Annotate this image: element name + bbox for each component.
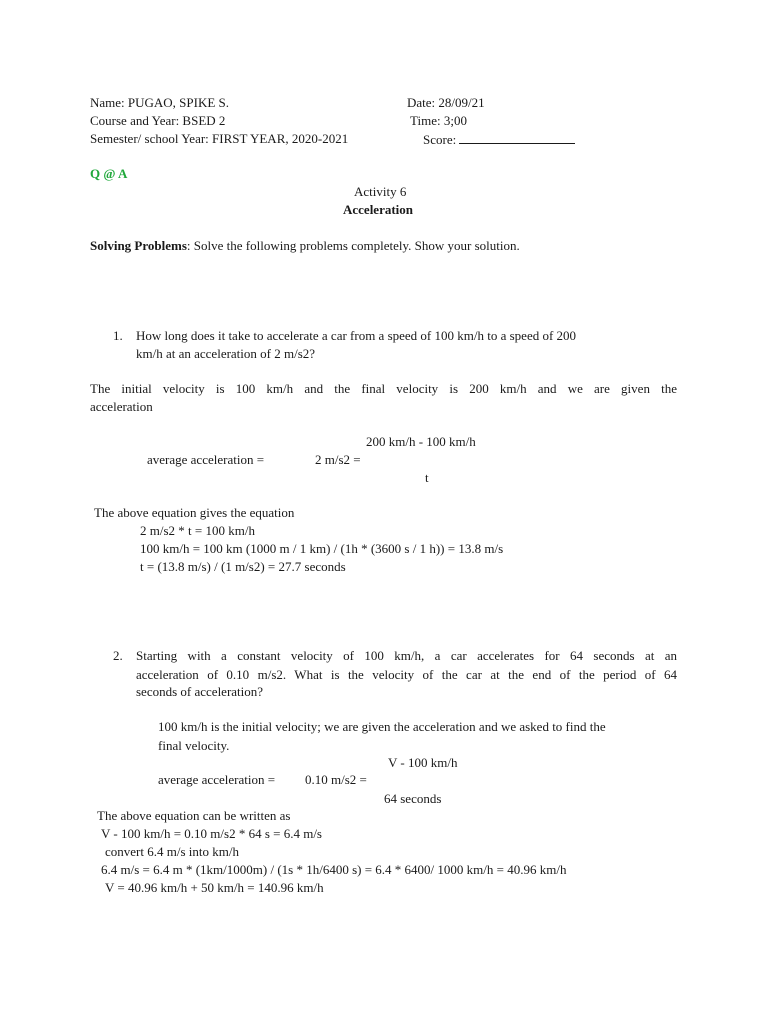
date-field: Date: 28/09/21 [407,95,485,110]
problem2-avg-value: 0.10 m/s2 = [305,772,367,787]
time-field: Time: 3;00 [410,113,467,128]
problem2-eq2: convert 6.4 m/s into km/h [105,844,239,859]
problem1-eq3: t = (13.8 m/s) / (1 m/s2) = 27.7 seconds [140,559,346,574]
problem2-question-line1: Starting with a constant velocity of 100 km/h, a car accelerates for 64 seconds at an [136,648,677,663]
problem2-answer-line1: 100 km/h is the initial velocity; we are given the acceleration and we asked to find the [158,719,606,734]
problem1-question-line1: How long does it take to accelerate a car from a speed of 100 km/h to a speed of 200 [136,328,577,343]
problem1-denominator: t [425,470,429,485]
problem1-numerator: 200 km/h - 100 km/h [366,434,476,449]
semester-year: Semester/ school Year: FIRST YEAR, 2020-2021 [90,131,349,146]
problem1-answer-line2: acceleration [90,399,153,414]
instructions-label: Solving Problems [90,238,187,253]
problem2-answer-line2: final velocity. [158,738,230,753]
problem1-eq-intro: The above equation gives the equation [94,505,295,520]
problem2-eq-intro: The above equation can be written as [97,808,291,823]
problem1-answer-line1: The initial velocity is 100 km/h and the final velocity is 200 km/h and we are given the [90,381,677,396]
problem2-question-line2: acceleration of 0.10 m/s2. What is the velocity of the car at the end of the period of 64 [136,667,677,682]
instructions [90,238,520,254]
score-field [423,131,575,148]
problem1-eq2: 100 km/h = 100 km (1000 m / 1 km) / (1h * (3600 s / 1 h)) = 13.8 m/s [140,541,504,556]
topic-title: Acceleration [343,202,414,217]
activity-title: Activity 6 [354,184,407,199]
problem2-number: 2. [113,648,123,663]
problem2-question-line3: seconds of acceleration? [136,684,264,699]
problem1-eq1: 2 m/s2 * t = 100 km/h [140,523,255,538]
problem2-denominator: 64 seconds [384,791,442,806]
problem1-number: 1. [113,328,123,343]
instructions-text: : Solve the following problems completely. Show your solution. [186,238,520,253]
score-blank-line [459,131,575,144]
problem1-avg-label: average acceleration = [147,452,265,467]
score-label: Score: [423,132,457,147]
problem2-numerator: V - 100 km/h [388,755,458,770]
problem1-question-line2: km/h at an acceleration of 2 m/s2? [136,346,316,361]
course-year: Course and Year: BSED 2 [90,113,226,128]
problem2-eq4: V = 40.96 km/h + 50 km/h = 140.96 km/h [105,880,324,895]
problem2-avg-label: average acceleration = [158,772,276,787]
student-name: Name: PUGAO, SPIKE S. [90,95,230,110]
problem2-eq1: V - 100 km/h = 0.10 m/s2 * 64 s = 6.4 m/s [101,826,322,841]
problem2-eq3: 6.4 m/s = 6.4 m * (1km/1000m) / (1s * 1h/6400 s) = 6.4 * 6400/ 1000 km/h = 40.96 km/h [101,862,567,877]
problem1-avg-value: 2 m/s2 = [315,452,361,467]
qa-label: Q @ A [90,166,128,181]
